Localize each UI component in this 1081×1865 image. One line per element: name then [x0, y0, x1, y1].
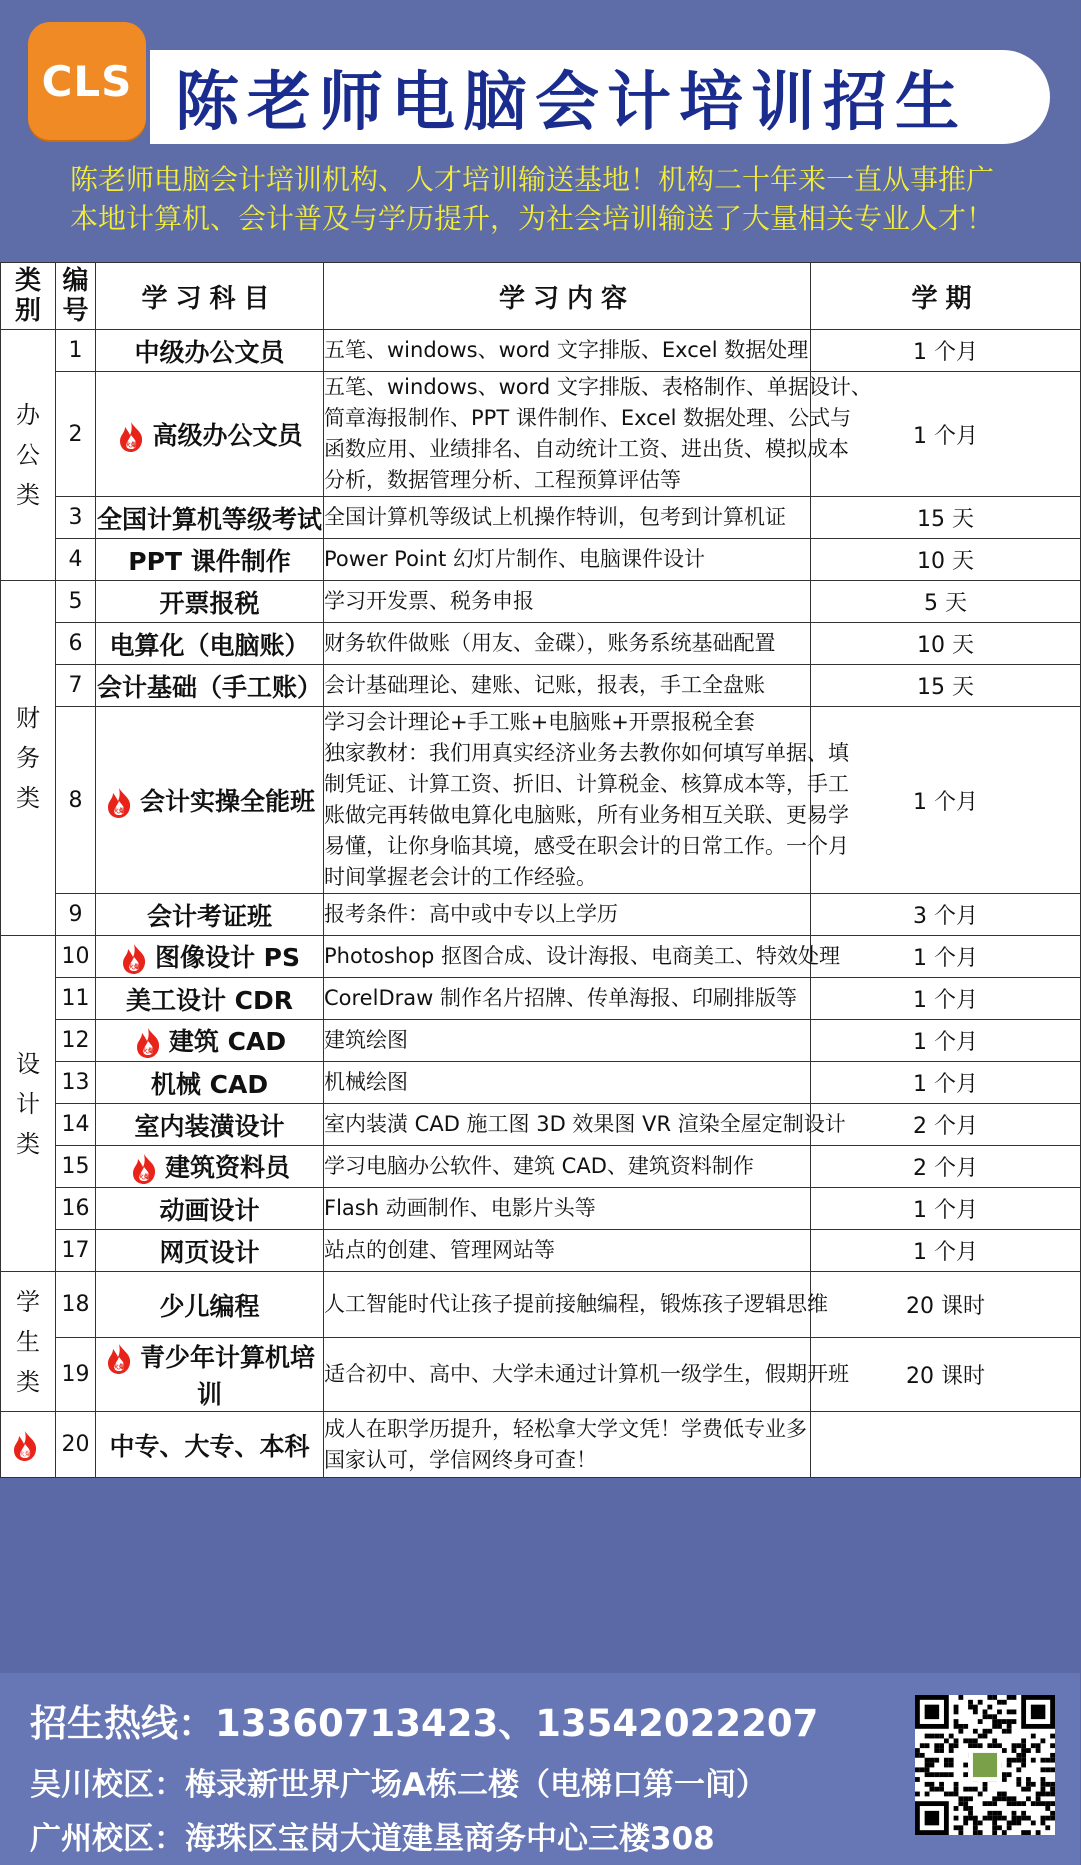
table-header-row — [1, 263, 1081, 330]
content-cell — [324, 1412, 811, 1478]
subject-cell — [96, 497, 324, 539]
row-number: 15 — [56, 1146, 96, 1188]
table-row — [1, 1412, 1081, 1478]
subject-cell — [96, 1020, 324, 1062]
period-cell: 1 个月 — [811, 1062, 1081, 1104]
table-row — [1, 372, 1081, 497]
category-label: 财务类 — [16, 704, 40, 812]
table-row — [1, 623, 1081, 665]
subject-cell — [96, 1146, 324, 1188]
subject-cell — [96, 1062, 324, 1104]
content-cell — [324, 581, 811, 623]
table-row — [1, 1020, 1081, 1062]
content-line: 学习开发票、税务申报 — [324, 589, 534, 613]
category-label: 设计类 — [16, 1049, 40, 1158]
svg-text:火爆: 火爆 — [112, 807, 125, 815]
period-cell: 20 课时 — [811, 1272, 1081, 1338]
row-number: 7 — [56, 665, 96, 707]
content-line: Photoshop 抠图合成、设计海报、电商美工、特效处理 — [324, 944, 841, 968]
fire-icon — [104, 787, 134, 819]
subject-label: 建筑资料员 — [164, 1153, 290, 1182]
subject-label: 中专、大专、本科 — [109, 1431, 310, 1461]
content-line: 全国计算机等级试上机操作特训，包考到计算机证 — [324, 505, 786, 529]
period-cell: 1 个月 — [811, 936, 1081, 978]
fire-icon — [129, 1153, 159, 1185]
content-cell — [324, 539, 811, 581]
subject-label: 全国计算机等级考试 — [96, 504, 322, 534]
subject-label: 图像设计 PS — [154, 943, 301, 972]
svg-text:火爆: 火爆 — [18, 1450, 32, 1458]
subject-cell — [96, 1104, 324, 1146]
svg-text:火爆: 火爆 — [125, 441, 138, 449]
row-number: 18 — [56, 1272, 96, 1338]
table-row — [1, 497, 1081, 539]
content-line: CorelDraw 制作名片招牌、传单海报、印刷排版等 — [324, 986, 797, 1010]
content-line: 函数应用、业绩排名、自动统计工资、进出货、模拟成本 — [324, 437, 849, 461]
header-category: 类别 — [1, 263, 56, 330]
content-line: Power Point 幻灯片制作、电脑课件设计 — [324, 547, 705, 571]
content-line: 制凭证、计算工资、折旧、计算税金、核算成本等，手工 — [324, 772, 849, 796]
subject-label: 中级办公文员 — [134, 337, 285, 367]
period-cell: 15 天 — [811, 497, 1081, 539]
period-cell: 1 个月 — [811, 1020, 1081, 1062]
header-number: 编号 — [56, 263, 96, 330]
subject-cell — [96, 936, 324, 978]
campus-wuchuan: 吴川校区：梅录新世界广场A栋二楼（电梯口第一间） — [30, 1767, 767, 1803]
subject-cell — [96, 623, 324, 665]
row-number: 19 — [56, 1338, 96, 1412]
content-cell — [324, 623, 811, 665]
table-row — [1, 1146, 1081, 1188]
category-cell — [1, 330, 56, 581]
content-line: 学习电脑办公软件、建筑 CAD、建筑资料制作 — [324, 1154, 754, 1178]
row-number: 3 — [56, 497, 96, 539]
period-cell: 10 天 — [811, 623, 1081, 665]
content-line: 五笔、windows、word 文字排版、表格制作、单据设计、 — [324, 375, 872, 399]
row-number: 14 — [56, 1104, 96, 1146]
content-cell — [324, 936, 841, 978]
subject-label: 机械 CAD — [150, 1069, 269, 1099]
row-number: 20 — [56, 1412, 96, 1478]
table-row — [1, 1188, 1081, 1230]
subject-label: 高级办公文员 — [152, 420, 303, 450]
period-cell — [811, 1412, 1081, 1478]
svg-text:火爆: 火爆 — [137, 1174, 150, 1181]
content-line: 建筑绘图 — [324, 1028, 408, 1052]
content-line: 分析，数据管理分析、工程预算评估等 — [324, 468, 681, 492]
table-row — [1, 1230, 1081, 1272]
subject-cell — [96, 978, 324, 1020]
row-number: 11 — [56, 978, 96, 1020]
subject-cell — [96, 330, 324, 372]
content-line: 会计基础理论、建账、记账，报表，手工全盘账 — [324, 673, 765, 697]
hotline: 招生热线：13360713423、13542022207 — [30, 1702, 819, 1745]
fire-icon — [104, 1343, 134, 1375]
period-cell: 1 个月 — [811, 1188, 1081, 1230]
row-number: 2 — [56, 372, 96, 497]
header-content: 学习内容 — [324, 263, 811, 330]
subject-cell — [96, 539, 324, 581]
title-pill — [150, 50, 1050, 144]
content-line: 学习会计理论+手工账+电脑账+开票报税全套 — [324, 710, 755, 734]
subject-cell — [96, 894, 324, 936]
header-subject: 学习科目 — [96, 263, 324, 330]
subject-label: 少儿编程 — [159, 1291, 260, 1321]
content-cell — [324, 707, 849, 894]
svg-text:火爆: 火爆 — [112, 1364, 125, 1371]
qr-code — [915, 1695, 1055, 1835]
table-row — [1, 581, 1081, 623]
subject-label: 室内装潢设计 — [134, 1111, 285, 1141]
category-label: 学生类 — [16, 1287, 40, 1396]
subject-cell — [96, 665, 324, 707]
content-line: 账做完再转做电算化电脑账，所有业务相互关联、更易学 — [324, 803, 849, 827]
footer-contact — [0, 1673, 1080, 1865]
subject-cell — [96, 1412, 324, 1478]
subject-label: 会计实操全能班 — [139, 786, 315, 816]
content-line: 易懂，让你身临其境，感受在职会计的日常工作。一个月 — [324, 834, 849, 858]
content-line: 国家认可，学信网终身可查！ — [324, 1447, 597, 1472]
svg-text:火爆: 火爆 — [141, 1048, 154, 1055]
campus-guangzhou: 广州校区：海珠区宝岗大道建垦商务中心三楼308 — [30, 1821, 715, 1857]
intro-line: 本地计算机、会计普及与学历提升，为社会培训输送了大量相关专业人才！ — [70, 202, 995, 235]
content-cell — [324, 1020, 811, 1062]
table-row — [1, 1104, 1081, 1146]
header-banner — [0, 0, 1080, 262]
category-cell — [1, 1272, 56, 1412]
subject-label: PPT 课件制作 — [128, 546, 291, 576]
row-number: 10 — [56, 936, 96, 978]
intro-text — [70, 160, 1030, 238]
content-cell — [324, 1338, 849, 1412]
fire-icon — [119, 943, 149, 975]
fire-icon — [133, 1027, 163, 1059]
content-line: 人工智能时代让孩子提前接触编程，锻炼孩子逻辑思维 — [324, 1292, 828, 1316]
content-line: 独家教材：我们用真实经济业务去教你如何填写单据、填 — [324, 741, 849, 765]
table-row — [1, 539, 1081, 581]
subject-label: 会计考证班 — [146, 901, 272, 931]
content-line: 五笔、windows、word 文字排版、Excel 数据处理 — [324, 338, 809, 362]
content-cell — [324, 372, 872, 497]
table-row — [1, 894, 1081, 936]
subject-label: 建筑 CAD — [168, 1027, 287, 1056]
content-cell — [324, 665, 811, 707]
row-number: 13 — [56, 1062, 96, 1104]
table-row — [1, 936, 1081, 978]
category-cell — [1, 1412, 56, 1478]
content-cell — [324, 1104, 846, 1146]
content-line: 机械绘图 — [324, 1070, 408, 1094]
course-table — [0, 262, 1081, 1478]
content-cell — [324, 330, 811, 372]
content-cell — [324, 497, 811, 539]
fire-icon — [10, 1430, 40, 1462]
content-line: 适合初中、高中、大学未通过计算机一级学生，假期开班 — [324, 1362, 849, 1386]
period-cell: 2 个月 — [811, 1146, 1081, 1188]
subject-cell — [96, 1338, 324, 1412]
period-cell: 1 个月 — [811, 978, 1081, 1020]
content-cell — [324, 1062, 811, 1104]
subject-label: 青少年计算机培训 — [139, 1343, 315, 1409]
subject-label: 开票报税 — [159, 588, 260, 618]
period-cell: 20 课时 — [811, 1338, 1081, 1412]
row-number: 9 — [56, 894, 96, 936]
period-cell: 5 天 — [811, 581, 1081, 623]
svg-text:火爆: 火爆 — [127, 964, 140, 971]
table-row — [1, 1062, 1081, 1104]
subject-label: 电算化（电脑账） — [109, 630, 310, 660]
content-line: 时间掌握老会计的工作经验。 — [324, 865, 597, 889]
period-cell: 1 个月 — [811, 372, 1081, 497]
period-cell: 1 个月 — [811, 330, 1081, 372]
row-number: 17 — [56, 1230, 96, 1272]
subject-label: 动画设计 — [159, 1195, 260, 1225]
period-cell: 10 天 — [811, 539, 1081, 581]
category-cell — [1, 936, 56, 1272]
content-line: Flash 动画制作、电影片头等 — [324, 1196, 596, 1220]
subject-cell — [96, 581, 324, 623]
content-line: 成人在职学历提升，轻松拿大学文凭！学费低专业多 — [324, 1416, 807, 1441]
fire-icon — [116, 421, 146, 453]
period-cell: 1 个月 — [811, 707, 1081, 894]
table-row — [1, 665, 1081, 707]
row-number: 12 — [56, 1020, 96, 1062]
content-cell — [324, 1188, 811, 1230]
content-cell — [324, 1272, 828, 1338]
content-cell — [324, 894, 811, 936]
header-period: 学期 — [811, 263, 1081, 330]
subject-cell — [96, 1272, 324, 1338]
intro-line: 陈老师电脑会计培训机构、人才培训输送基地！机构二十年来一直从事推广 — [70, 163, 995, 196]
category-label: 办公类 — [16, 401, 40, 509]
table-row — [1, 978, 1081, 1020]
subject-label: 会计基础（手工账） — [96, 672, 322, 702]
subject-cell — [96, 372, 324, 497]
row-number: 5 — [56, 581, 96, 623]
content-line: 简章海报制作、PPT 课件制作、Excel 数据处理、公式与 — [324, 406, 852, 430]
content-cell — [324, 1230, 811, 1272]
cls-logo: CLS — [28, 22, 146, 140]
table-row — [1, 707, 1081, 894]
page-title: 陈老师电脑会计培训招生 — [175, 66, 967, 140]
row-number: 16 — [56, 1188, 96, 1230]
table-row — [1, 330, 1081, 372]
period-cell: 3 个月 — [811, 894, 1081, 936]
row-number: 6 — [56, 623, 96, 665]
content-line: 室内装潢 CAD 施工图 3D 效果图 VR 渲染全屋定制设计 — [324, 1112, 846, 1136]
period-cell: 15 天 — [811, 665, 1081, 707]
subject-cell — [96, 1230, 324, 1272]
category-cell — [1, 581, 56, 936]
content-line: 站点的创建、管理网站等 — [324, 1238, 555, 1262]
subject-cell — [96, 707, 324, 894]
subject-cell — [96, 1188, 324, 1230]
subject-label: 网页设计 — [159, 1237, 260, 1267]
content-line: 财务软件做账（用友、金碟），账务系统基础配置 — [324, 631, 776, 655]
period-cell: 1 个月 — [811, 1230, 1081, 1272]
table-row — [1, 1272, 1081, 1338]
row-number: 8 — [56, 707, 96, 894]
table-row — [1, 1338, 1081, 1412]
content-line: 报考条件：高中或中专以上学历 — [324, 902, 618, 926]
row-number: 1 — [56, 330, 96, 372]
content-cell — [324, 978, 811, 1020]
period-cell: 2 个月 — [811, 1104, 1081, 1146]
content-cell — [324, 1146, 811, 1188]
row-number: 4 — [56, 539, 96, 581]
subject-label: 美工设计 CDR — [125, 985, 294, 1015]
